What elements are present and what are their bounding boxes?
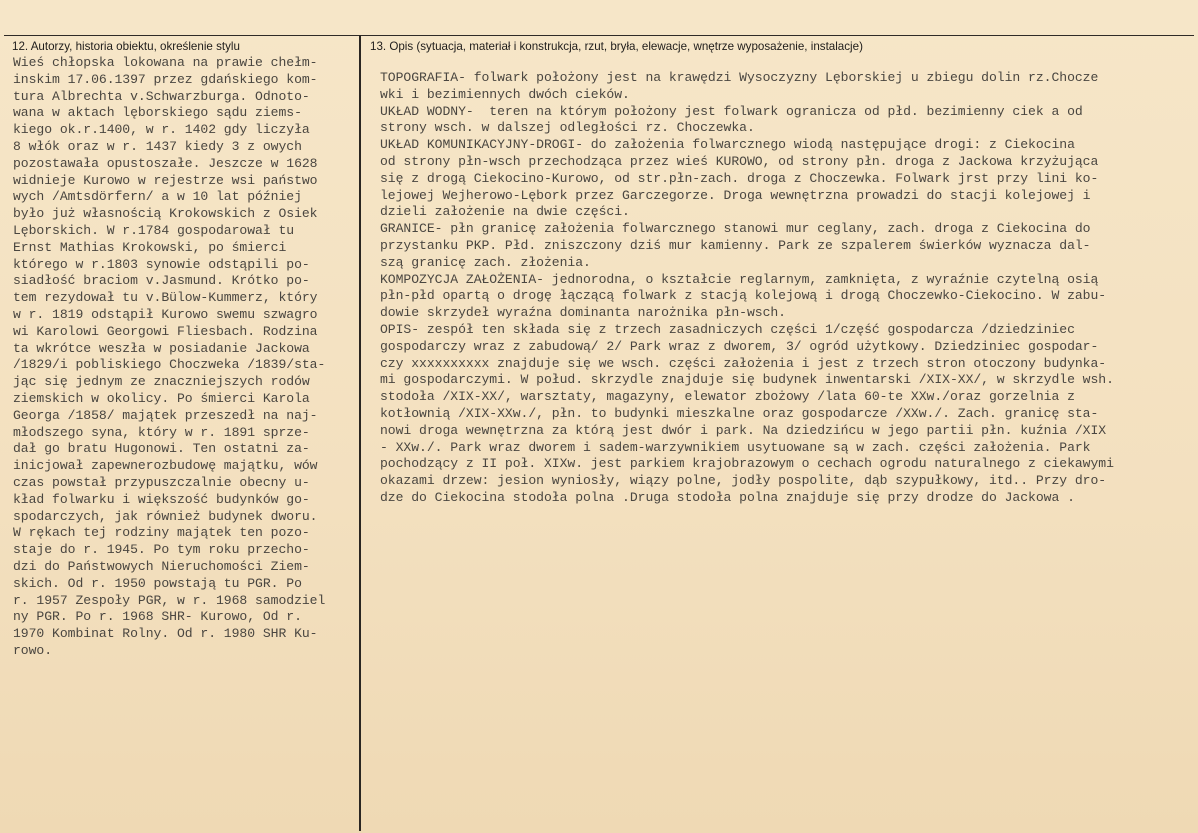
field-12-label: 12. Autorzy, historia obiektu, określenie stylu xyxy=(12,40,240,53)
field-13-label: 13. Opis (sytuacja, materiał i konstrukcja, rzut, bryła, elewacje, wnętrze wyposażenie, instalacje) xyxy=(370,40,863,53)
header-rule xyxy=(4,35,1194,36)
field-13-description-text: TOPOGRAFIA- folwark położony jest na krawędzi Wysoczyzny Lęborskiej u zbiegu dolin rz.Chocze wki i bezimiennych dwóch cieków. UKŁAD WODNY- teren na którym położony jest folwark ogranicza od płd. bezimienny ciek a od strony wsch. w dalszej odległości rz. Choczewka. UKŁAD KOMUNIKACYJNY-DROGI- do założenia folwarcznego wiodą następujące drogi: z Ciekocina od strony płn-wsch przechodząca przez wieś KUROWO, od strony płn. droga z Jackowa krzyżująca się z drogą Ciekocino-Kurowo, od str.płn-zach. droga z Choczewka. Folwark jrst przy lini ko- lejowej Wejherowo-Lębork przez Garczegorze. Droga wewnętrzna prowadzi do stacji kolejowej i dzieli założenie na dwie części. GRANICE- płn granicę założenia folwarcznego stanowi mur ceglany, zach. droga z Ciekocina do przystanku PKP. Płd. zniszczony dziś mur kamienny. Park ze szpalerem świerków wyznacza dal- szą granicę zach. złożenia. KOMPOZYCJA ZAŁOŻENIA- jednorodna, o kształcie reglarnym, zamknięta, z wyraźnie czytelną osią płn-płd opartą o drogę łączącą folwark z stacją kolejową i drogą Choczewko-Ciekocino. W zabu- dowie skrzydeł wyraźna dominanta narożnika płn-wsch. OPIS- zespół ten składa się z trzech zasadniczych części 1/część gospodarcza /dziedziniec gospodarczy wraz z zabudową/ 2/ Park wraz z dworem, 3/ ogród użytkowy. Dziedziniec gospodar- czy xxxxxxxxxx znajduje się we wsch. części założenia i jest z trzech stron otoczony budynka- mi gospodarczymi. W połud. skrzydle znajduje się budynek inwentarski /XIX-XX/, w skrzydle wsh. stodoła /XIX-XX/, warsztaty, magazyny, elewator zbożowy /lata 60-te XXw./oraz gorzelnia z kotłownią /XIX-XXw./, płn. to budynki mieszkalne oraz gospodarcze /XXw./. Zach. granicę sta- nowi droga wewnętrzna za którą jest dwór i park. Na dziedzińcu w jego partii płn. kuźnia /XIX - XXw./. Park wraz dworem i sadem-warzywnikiem usytuowane są w zach. części założenia. Park pochodzący z II poł. XIXw. jest parkiem krajobrazowym o cechach ogrodu naturalnego z ciekawymi okazami drzew: jesion wyniosły, wiązy polne, jodły pospolite, dąb szypułkowy, itd.. Przy dro- dze do Ciekocina stodoła polna .Druga stodoła polna znajduje się przy drodze do Jackowa . xyxy=(380,70,1114,505)
field-12-history-text: Wieś chłopska lokowana na prawie chełm- inskim 17.06.1397 przez gdańskiego kom- tura Albrechta v.Schwarzburga. Odnoto- wana w aktach lęborskiego sądu ziems- kiego ok.r.1400, w r. 1402 gdy liczyła 8 włók oraz w r. 1437 kiedy 3 z owych pozostawała opustoszałe. Jeszcze w 1628 widnieje Kurowo w rejestrze wsi państwo wych /Amtsdörfern/ a w 10 lat później było już własnością Krokowskich z Osiek Lęborskich. W r.1784 gospodarował tu Ernst Mathias Krokowski, po śmierci którego w r.1803 synowie odstąpili po- siadłość braciom v.Jasmund. Krótko po- tem rezydował tu v.Bülow-Kummerz, który w r. 1819 odstąpił Kurowo swemu szwagro wi Karolowi Georgowi Fliesbach. Rodzina ta wkrótce weszła w posiadanie Jackowa /1829/i pobliskiego Choczweka /1839/sta- jąc się jednym ze znaczniejszych rodów ziemskich w okolicy. Po śmierci Karola Georga /1858/ majątek przeszedł na naj- młodszego syna, który w r. 1891 sprze- dał go bratu Hugonowi. Ten ostatni za- inicjował zapewnerozbudowę majątku, wów czas powstał przypuszczalnie obecny u- kład folwarku i większość budynków go- spodarczych, jak również budynek dworu. W rękach tej rodziny majątek ten pozo- staje do r. 1945. Po tym roku przecho- dzi do Państwowych Nieruchomości Ziem- skich. Od r. 1950 powstają tu PGR. Po r. 1957 Zespoły PGR, w r. 1968 samodziel ny PGR. Po r. 1968 SHR- Kurowo, Od r. 1970 Kombinat Rolny. Od r. 1980 SHR Ku- rowo. xyxy=(13,55,326,658)
column-divider xyxy=(359,35,361,831)
